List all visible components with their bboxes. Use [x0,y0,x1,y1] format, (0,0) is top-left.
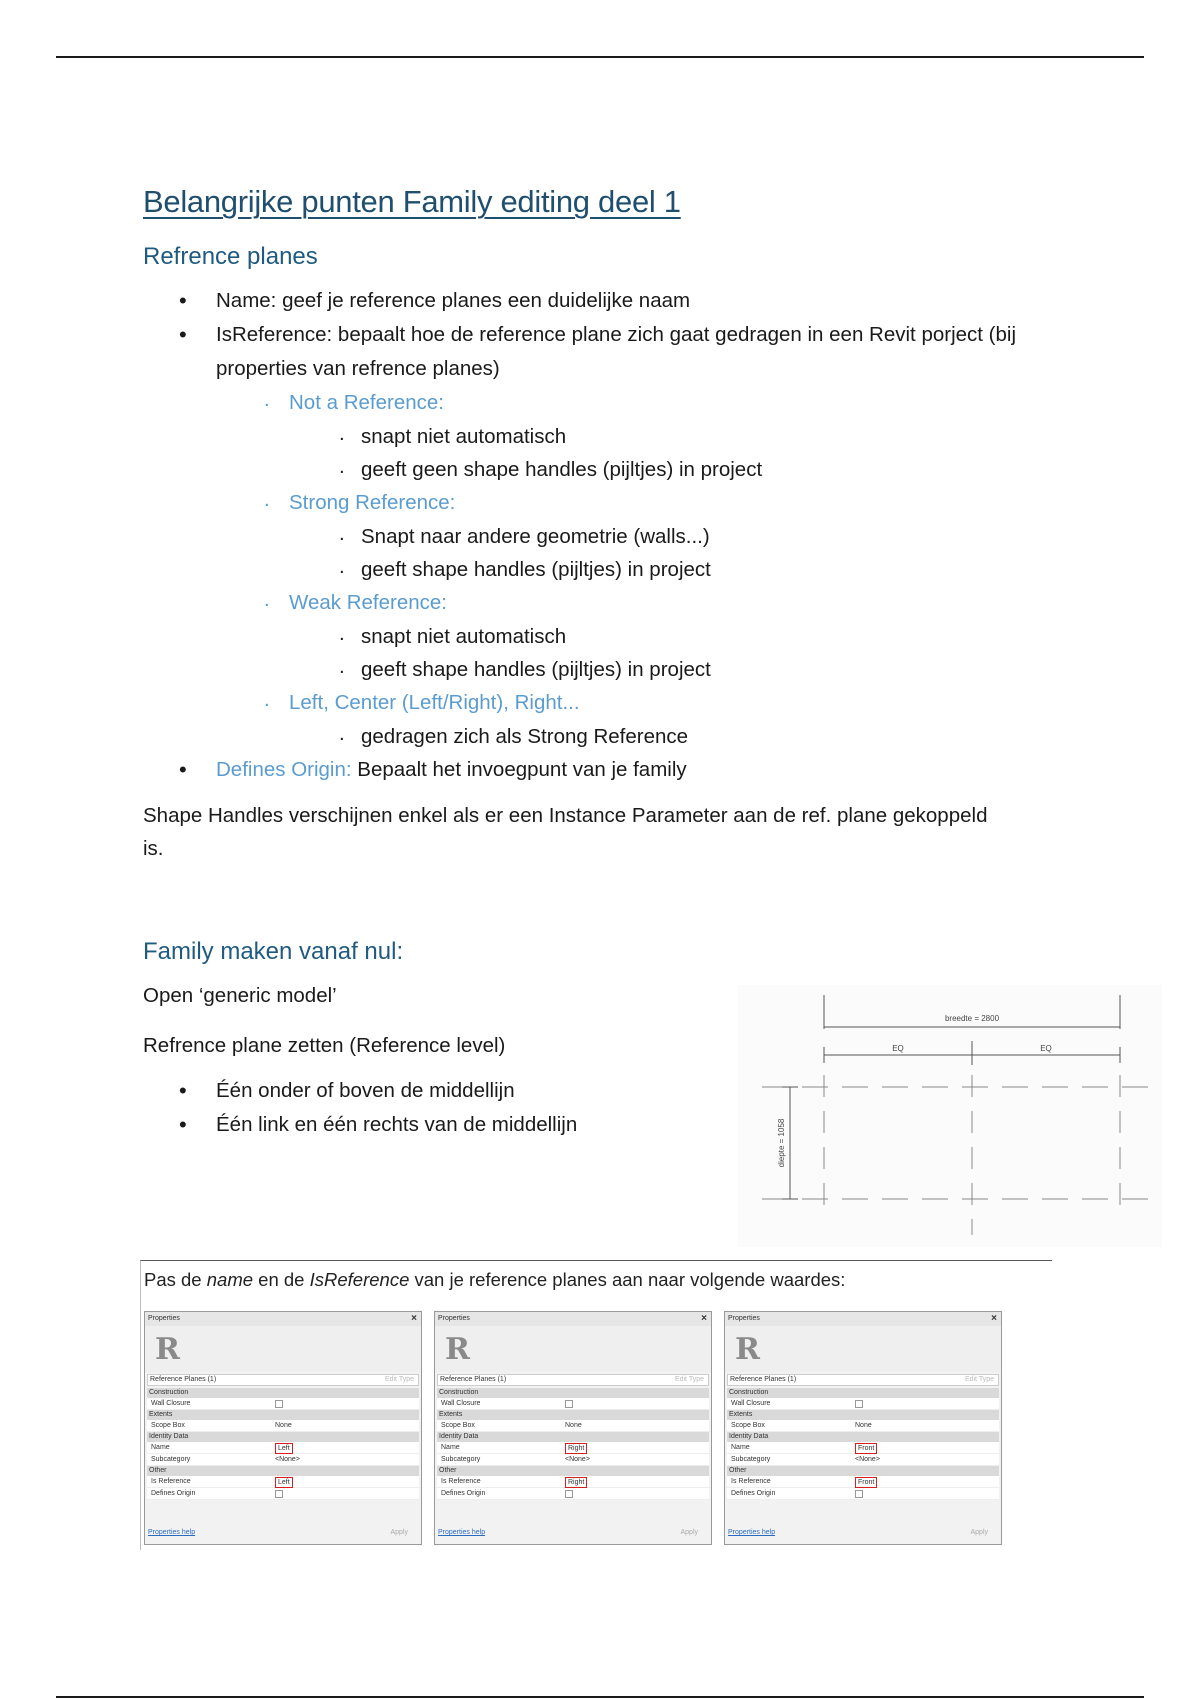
panel-header [725,1312,1001,1326]
close-icon[interactable]: × [701,1313,707,1324]
subcategory-value[interactable]: <None> [855,1456,880,1463]
bullet-isreference-text: IsReference: bepaalt hoe de reference plane zich gaat gedragen in een Revit porject (bij properties van refrence planes) [216,323,1017,380]
group-other: Other [727,1466,999,1476]
row-key: Is Reference [151,1478,191,1485]
row-wall-closure [727,1398,999,1410]
caption-name: name [206,1269,254,1290]
ref-type-items [289,520,1063,586]
row-name [437,1442,709,1454]
revit-logo [725,1326,1001,1372]
row-key: Scope Box [151,1422,185,1429]
revit-logo-letter: R [445,1332,470,1367]
caption-part: van je reference planes aan naar volgende waardes: [409,1269,846,1290]
edit-type-button[interactable]: Edit Type [964,1376,994,1383]
row-key: Scope Box [731,1422,765,1429]
close-icon[interactable]: × [411,1313,417,1324]
ref-type-item: . snapt niet automatisch [289,620,1063,653]
row-subcategory [437,1454,709,1466]
is-reference-value[interactable]: Left [275,1477,293,1488]
step-bullet: • Één onder of boven de middellijn [143,1074,1063,1108]
reference-planes-list [143,284,1063,787]
row-key: Scope Box [441,1422,475,1429]
apply-button[interactable]: Apply [390,1529,408,1536]
ref-type-items [289,720,1063,753]
revit-logo [145,1326,421,1372]
panel-title: Properties [438,1315,470,1322]
close-icon[interactable]: × [991,1313,997,1324]
ref-type-weak [216,586,1063,686]
type-selector-value: Reference Planes (1) [150,1376,217,1383]
apply-button[interactable]: Apply [680,1529,698,1536]
page-title: Belangrijke punten Family editing deel 1 [143,184,681,219]
defines-origin-checkbox[interactable] [275,1490,283,1498]
row-key: Subcategory [731,1456,771,1463]
is-reference-value[interactable]: Front [855,1477,877,1488]
row-defines-origin [437,1488,709,1500]
defines-origin-checkbox[interactable] [855,1490,863,1498]
row-key: Wall Closure [731,1400,771,1407]
row-key: Is Reference [731,1478,771,1485]
bullet-name: • Name: geef je reference planes een duidelijke naam [143,284,1063,318]
type-selector[interactable] [727,1374,999,1386]
row-scope-box [147,1420,419,1432]
defines-origin-checkbox[interactable] [565,1490,573,1498]
group-extents: Extents [147,1410,419,1420]
apply-button[interactable]: Apply [970,1529,988,1536]
step-bullet: • Één link en één rechts van de middellijn [143,1108,1063,1142]
group-identity-data: Identity Data [727,1432,999,1442]
properties-help-link[interactable]: Properties help [438,1529,486,1536]
caption-part: en de [253,1269,310,1290]
row-key: Defines Origin [441,1490,486,1497]
ref-type-item: . gedragen zich als Strong Reference [289,720,1063,753]
section-heading-reference-planes: Refrence planes [143,243,318,270]
panel-footer [728,1526,998,1540]
is-reference-value[interactable]: Right [565,1477,587,1488]
ref-type-label: Weak Reference: [289,591,448,614]
row-key: Name [441,1444,460,1451]
panel-header [435,1312,711,1326]
row-key: Name [731,1444,750,1451]
properties-help-link[interactable]: Properties help [148,1529,196,1536]
scope-box-value[interactable]: None [855,1422,872,1429]
row-key: Is Reference [441,1478,481,1485]
subcategory-value[interactable]: <None> [275,1456,300,1463]
ref-type-left-center-right [216,686,1063,753]
bullet-isreference [143,318,1063,753]
ref-type-label: Strong Reference: [289,491,456,514]
type-selector[interactable] [437,1374,709,1386]
ref-type-item: . geeft geen shape handles (pijltjes) in project [289,453,1063,486]
dim-depth-label: diepte = 1058 [777,1118,786,1168]
step-reference-plane: Refrence plane zetten (Reference level) [143,1034,506,1057]
row-key: Subcategory [441,1456,481,1463]
row-subcategory [147,1454,419,1466]
defines-origin-text: Bepaalt het invoegpunt van je family [357,758,687,781]
edit-type-button[interactable]: Edit Type [384,1376,414,1383]
ref-type-item: . Snapt naar andere geometrie (walls...) [289,520,1063,553]
caption-part: Pas de [144,1269,207,1290]
screenshot-caption [144,1269,845,1291]
edit-type-button[interactable]: Edit Type [674,1376,704,1383]
name-value[interactable]: Right [565,1443,587,1454]
ref-type-label: Not a Reference: [289,391,444,414]
bullet-defines-origin [143,753,1063,787]
ref-type-items [289,420,1063,486]
wall-closure-checkbox[interactable] [275,1400,283,1408]
row-key: Wall Closure [441,1400,481,1407]
shape-handles-note: Shape Handles verschijnen enkel als er een Instance Parameter aan de ref. plane gekoppeld is. [143,804,988,860]
panel-footer [148,1526,418,1540]
group-construction: Construction [437,1388,709,1398]
type-selector-value: Reference Planes (1) [730,1376,797,1383]
name-value[interactable]: Front [855,1443,877,1454]
row-key: Defines Origin [731,1490,776,1497]
revit-logo-letter: R [155,1332,180,1367]
revit-logo [435,1326,711,1372]
row-name [727,1442,999,1454]
ref-type-items [289,620,1063,686]
defines-origin-label: Defines Origin: [216,758,352,781]
row-defines-origin [147,1488,419,1500]
dim-eq-left-label: EQ [892,1044,904,1053]
row-key: Name [151,1444,170,1451]
group-identity-data: Identity Data [437,1432,709,1442]
ref-type-strong [216,486,1063,586]
row-is-reference [437,1476,709,1488]
row-scope-box [727,1420,999,1432]
ref-type-not [216,386,1063,486]
type-selector[interactable] [147,1374,419,1386]
row-wall-closure [147,1398,419,1410]
revit-logo-letter: R [735,1332,760,1367]
ref-type-item: . snapt niet automatisch [289,420,1063,453]
type-selector-value: Reference Planes (1) [440,1376,507,1383]
row-is-reference [727,1476,999,1488]
section-heading-family-from-scratch: Family maken vanaf nul: [143,938,404,965]
row-subcategory [727,1454,999,1466]
row-key: Wall Closure [151,1400,191,1407]
panel-header [145,1312,421,1326]
name-value[interactable]: Left [275,1443,293,1454]
row-key: Defines Origin [151,1490,196,1497]
ref-type-item: . geeft shape handles (pijltjes) in project [289,553,1063,586]
panel-title: Properties [148,1315,180,1322]
step-open-generic-model: Open ‘generic model’ [143,984,337,1007]
group-other: Other [147,1466,419,1476]
group-other: Other [437,1466,709,1476]
caption-isreference: IsReference [309,1269,410,1290]
properties-help-link[interactable]: Properties help [728,1529,776,1536]
scope-box-value[interactable]: None [565,1422,582,1429]
panel-title: Properties [728,1315,760,1322]
top-rule [56,56,1144,58]
reference-types-list [216,386,1063,753]
wall-closure-checkbox[interactable] [565,1400,573,1408]
properties-screenshot [140,1260,1052,1550]
panel-footer [438,1526,708,1540]
group-construction: Construction [727,1388,999,1398]
ref-type-item: . geeft shape handles (pijltjes) in project [289,653,1063,686]
properties-panel [144,1311,422,1545]
properties-panel [434,1311,712,1545]
group-extents: Extents [727,1410,999,1420]
row-wall-closure [437,1398,709,1410]
row-is-reference [147,1476,419,1488]
drawing-svg [738,985,1162,1247]
ref-type-label: Left, Center (Left/Right), Right... [289,691,580,714]
group-identity-data: Identity Data [147,1432,419,1442]
scope-box-value[interactable]: None [275,1422,292,1429]
wall-closure-checkbox[interactable] [855,1400,863,1408]
subcategory-value[interactable]: <None> [565,1456,590,1463]
properties-panel [724,1311,1002,1545]
row-scope-box [437,1420,709,1432]
dim-eq-right-label: EQ [1040,1044,1052,1053]
row-defines-origin [727,1488,999,1500]
row-name [147,1442,419,1454]
group-extents: Extents [437,1410,709,1420]
row-key: Subcategory [151,1456,191,1463]
dim-width-label: breedte = 2800 [944,1014,1000,1023]
bottom-rule [56,1696,1144,1698]
reference-plane-drawing [738,985,1162,1247]
group-construction: Construction [147,1388,419,1398]
